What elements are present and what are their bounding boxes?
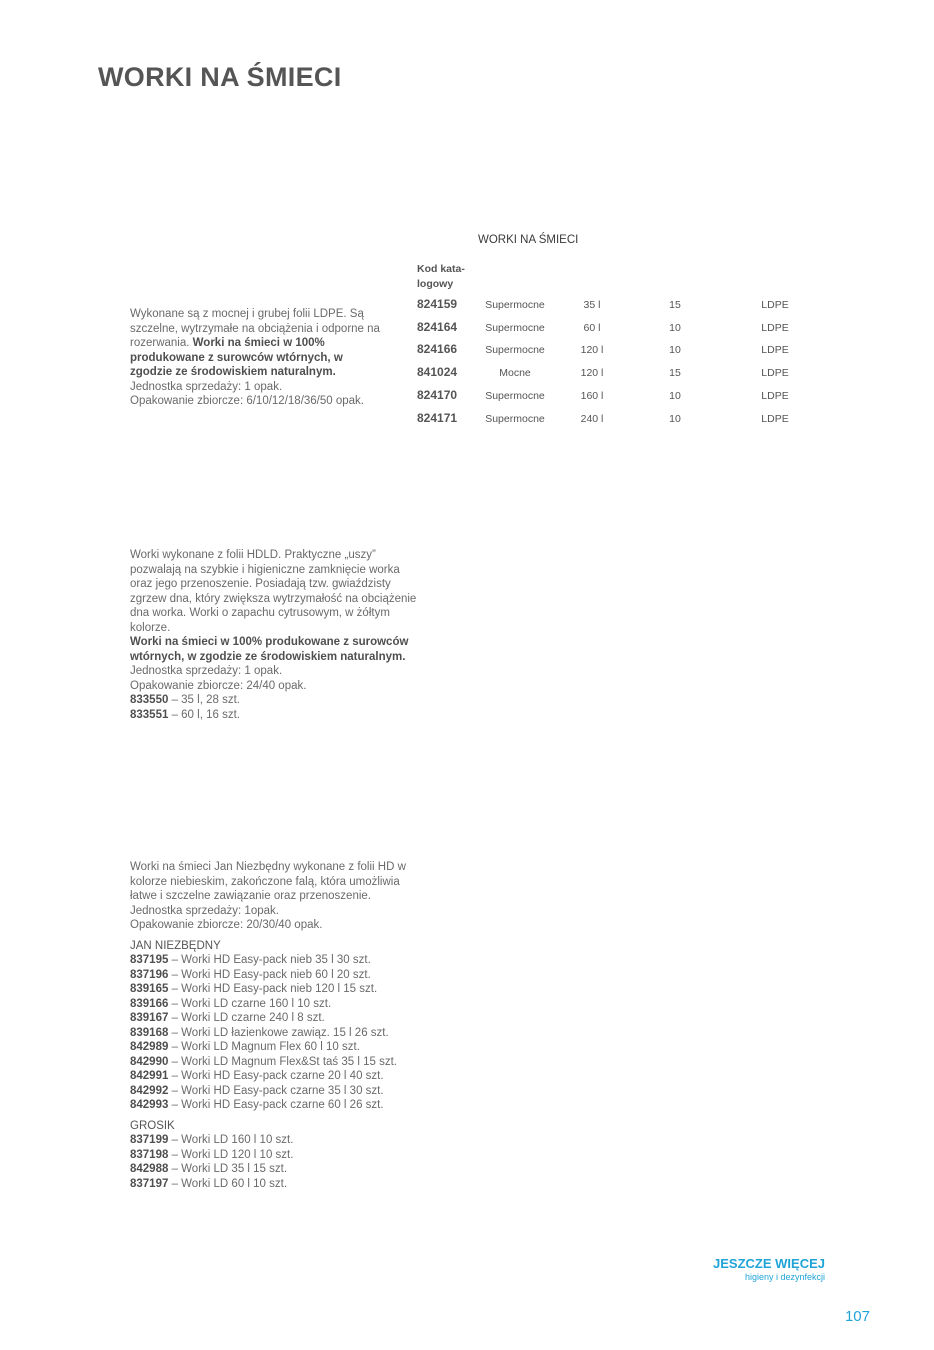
cell-volume: 35 l	[583, 299, 601, 311]
cell-code: 824159	[417, 297, 458, 311]
item-code: 839168	[130, 1026, 169, 1039]
section2-unit: Jednostka sprzedaży: 1 opak.	[130, 665, 283, 677]
table-row	[0, 297, 934, 317]
cell-material: LDPE	[761, 321, 789, 334]
item-code: 842991	[130, 1070, 169, 1082]
list-item	[130, 1148, 415, 1163]
item-description: – Worki LD 60 l 10 szt.	[168, 1177, 288, 1190]
item-description: – Worki HD Easy-pack nieb 120 l 15 szt.	[168, 983, 378, 995]
cell-volume: 120 l	[580, 344, 604, 357]
page-title: WORKI NA ŚMIECI	[98, 62, 342, 92]
section2-description	[130, 548, 425, 722]
section2-packaging: Opakowanie zbiorcze: 24/40 opak.	[130, 679, 307, 692]
section3-packaging: Opakowanie zbiorcze: 20/30/40 opak.	[130, 919, 323, 931]
item-code: 842988	[130, 1163, 169, 1175]
list-item	[130, 1098, 415, 1113]
item-code: 837196	[130, 968, 169, 981]
table-row	[0, 342, 934, 362]
list-item	[130, 1133, 415, 1148]
item-code: 839166	[130, 997, 169, 1010]
table-row	[0, 365, 934, 385]
cell-material: LDPE	[761, 389, 789, 402]
table-row	[0, 411, 934, 431]
cell-volume: 240 l	[580, 412, 604, 425]
list-item	[130, 1055, 415, 1070]
item-code: 833550	[130, 694, 169, 706]
section1-unit: Jednostka sprzedaży: 1 opak.	[130, 380, 283, 393]
cell-code: 824164	[417, 319, 458, 334]
more-link-title[interactable]: JESZCZE WIĘCEJ	[713, 1256, 825, 1271]
cell-quantity: 10	[669, 389, 681, 402]
list-item	[130, 693, 425, 708]
cell-quantity: 15	[669, 299, 681, 311]
cell-code: 841024	[417, 365, 458, 380]
grosik-list	[130, 1133, 415, 1191]
cell-type: Mocne	[499, 367, 531, 380]
item-code: 837198	[130, 1148, 169, 1161]
item-description: – Worki LD czarne 240 l 8 szt.	[168, 1012, 325, 1024]
item-description: – Worki LD 160 l 10 szt.	[168, 1134, 294, 1146]
item-code: 842993	[130, 1099, 169, 1111]
item-description: – Worki HD Easy-pack czarne 20 l 40 szt.	[168, 1070, 384, 1082]
cell-volume: 120 l	[580, 367, 604, 380]
list-item	[130, 1026, 415, 1041]
section2-bold: Worki na śmieci w 100% produkowane z surowców wtórnych, w zgodzie ze środowiskiem naturalnym.	[130, 636, 409, 663]
cell-quantity: 10	[669, 344, 681, 357]
section1-text: Wykonane są z mocnej i grubej folii LDPE. Są szczelne, wytrzymałe na obciążenia i odporne na rozerwania.	[130, 308, 380, 349]
page-number: 107	[844, 1308, 870, 1325]
cell-material: LDPE	[761, 412, 789, 425]
item-description: – Worki HD Easy-pack nieb 60 l 20 szt.	[168, 968, 371, 981]
list-title-jan: JAN NIEZBĘDNY	[130, 939, 221, 952]
cell-type: Supermocne	[485, 389, 545, 402]
section2-text: Worki wykonane z folii HDLD. Praktyczne „uszy” pozwalają na szybkie i higieniczne zamknięcie worka oraz jego przenoszenie. Posiadają tzw. gwiaździsty zgrzew dna, który zwiększa wytrzymałość na obciążenie dna worka. Worki o zapachu cytrusowym, w żółtym kolorze.	[130, 549, 417, 634]
item-description: – Worki LD Magnum Flex&St taś 35 l 15 szt.	[168, 1055, 397, 1068]
list-item	[130, 1162, 415, 1177]
cell-code: 824171	[417, 410, 458, 425]
item-code: 842990	[130, 1055, 169, 1068]
section3-unit: Jednostka sprzedaży: 1opak.	[130, 904, 279, 917]
cell-quantity: 10	[669, 412, 681, 425]
item-description: – Worki LD czarne 160 l 10 szt.	[168, 997, 332, 1010]
item-code: 842992	[130, 1084, 169, 1097]
list-item	[130, 953, 415, 968]
list-item	[130, 997, 415, 1012]
item-code: 833551	[130, 708, 169, 721]
table-row	[0, 320, 934, 340]
item-description: – Worki HD Easy-pack nieb 35 l 30 szt.	[168, 954, 371, 966]
item-code: 842989	[130, 1041, 169, 1053]
item-code: 837199	[130, 1134, 169, 1146]
list-item	[130, 1011, 415, 1026]
list-item	[130, 982, 415, 997]
cell-type: Supermocne	[485, 299, 545, 311]
cell-quantity: 10	[669, 321, 681, 334]
item-description: – 60 l, 16 szt.	[168, 708, 240, 721]
section1-bold: Worki na śmieci w 100% produkowane z surowców wtórnych, w zgodzie ze środowiskiem naturalnym.	[130, 337, 343, 378]
cell-volume: 60 l	[583, 321, 601, 334]
section1-packaging: Opakowanie zbiorcze: 6/10/12/18/36/50 opak.	[130, 395, 364, 407]
table-row	[0, 388, 934, 408]
cell-quantity: 15	[669, 367, 681, 380]
cell-type: Supermocne	[485, 412, 545, 425]
cell-type: Supermocne	[485, 344, 545, 357]
item-description: – Worki HD Easy-pack czarne 60 l 26 szt.	[168, 1099, 384, 1111]
item-code: 839165	[130, 983, 169, 995]
item-description: – 35 l, 28 szt.	[168, 694, 240, 706]
section3-text: Worki na śmieci Jan Niezbędny wykonane z folii HD w kolorze niebieskim, zakończone falą, która umożliwia łatwe i szczelne zawiązanie oraz przenoszenie.	[130, 861, 406, 902]
cell-code: 824170	[417, 387, 458, 402]
item-code: 837197	[130, 1177, 169, 1190]
cell-material: LDPE	[761, 299, 789, 311]
table-header-code: Kod kata-logowy	[417, 263, 465, 290]
list-item	[130, 1177, 415, 1192]
list-item	[130, 1040, 415, 1055]
more-link-subtitle: higieny i dezynfekcji	[744, 1272, 825, 1282]
list-item	[130, 1084, 415, 1099]
cell-volume: 160 l	[580, 389, 604, 402]
item-code: 837195	[130, 954, 169, 966]
section3-description	[130, 860, 415, 1191]
cell-material: LDPE	[761, 344, 789, 357]
list-item	[130, 968, 415, 983]
item-description: – Worki HD Easy-pack czarne 35 l 30 szt.	[168, 1084, 384, 1097]
cell-code: 824166	[417, 342, 458, 357]
cell-type: Supermocne	[485, 321, 545, 334]
item-description: – Worki LD łazienkowe zawiąz. 15 l 26 szt.	[168, 1026, 389, 1039]
item-description: – Worki LD Magnum Flex 60 l 10 szt.	[168, 1041, 360, 1053]
cell-material: LDPE	[761, 367, 789, 380]
list-title-grosik: GROSIK	[130, 1119, 175, 1132]
item-code: 839167	[130, 1012, 169, 1024]
item-description: – Worki LD 120 l 10 szt.	[168, 1148, 294, 1161]
list-item	[130, 708, 425, 723]
table-title: WORKI NA ŚMIECI	[478, 234, 579, 246]
jan-niezbedny-list	[130, 953, 415, 1113]
item-description: – Worki LD 35 l 15 szt.	[168, 1163, 288, 1175]
section2-items	[130, 693, 425, 722]
list-item	[130, 1069, 415, 1084]
